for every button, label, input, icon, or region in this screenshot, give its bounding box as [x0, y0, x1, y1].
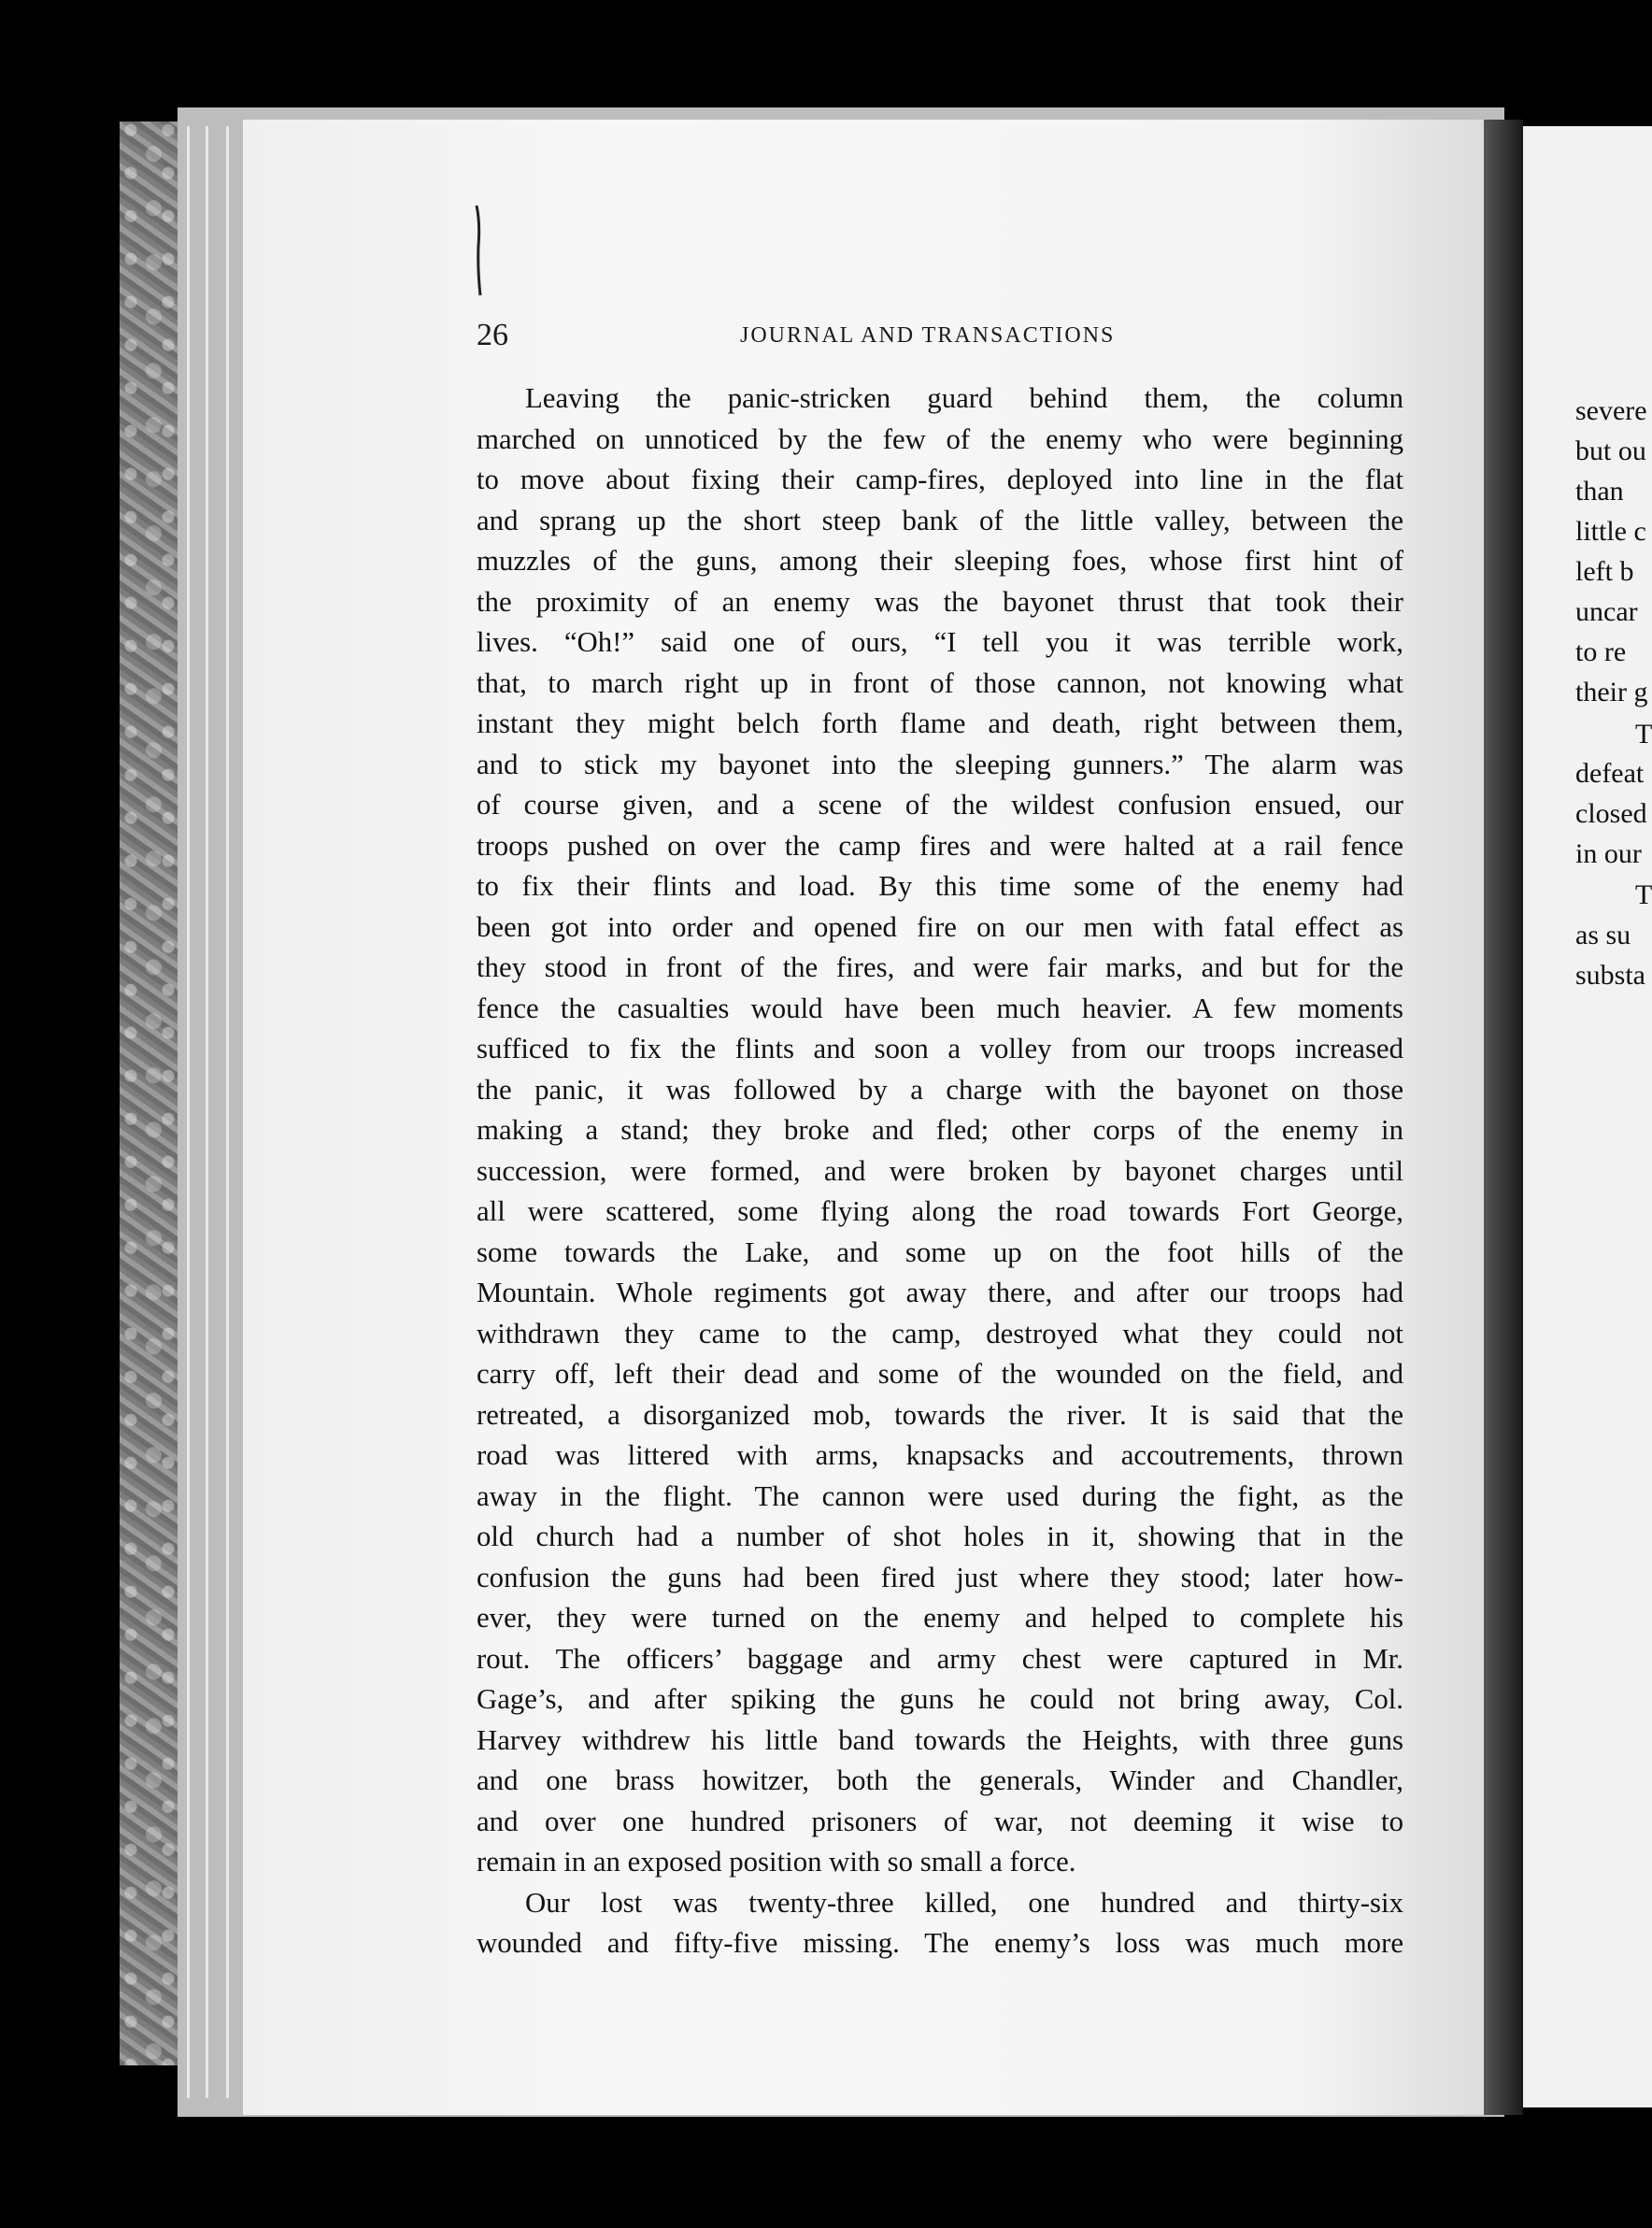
- next-page-line: but ou: [1575, 436, 1646, 466]
- next-page-line: than: [1575, 476, 1624, 507]
- text-line: that, to march right up in front of those cannon, not knowing what: [477, 666, 1403, 699]
- text-line: ever, they were turned on the enemy and helped to complete his: [477, 1602, 1403, 1634]
- text-line: sufficed to fix the flints and soon a volley from our troops increased: [477, 1033, 1403, 1064]
- next-page-line: closed: [1575, 798, 1647, 829]
- text-line: the proximity of an enemy was the bayonet thrust that took their: [477, 585, 1403, 618]
- text-line: Gage’s, and after spiking the guns he could not bring away, Col.: [477, 1683, 1403, 1715]
- text-line: wounded and fifty-five missing. The enemy’s loss was much more: [477, 1927, 1403, 1959]
- text-line: troops pushed on over the camp fires and were halted at a rail fence: [477, 829, 1403, 862]
- text-line: rout. The officers’ baggage and army chest were captured in Mr.: [477, 1642, 1403, 1675]
- text-line: Our lost was twenty-three killed, one hundred and thirty-six: [525, 1886, 1403, 1919]
- text-line: making a stand; they broke and fled; other corps of the enemy in: [477, 1114, 1403, 1146]
- text-line: to fix their flints and load. By this time some of the enemy had: [477, 870, 1403, 902]
- next-page-line: severe: [1575, 395, 1647, 426]
- next-page-line: in our: [1575, 838, 1642, 869]
- text-line: and to stick my bayonet into the sleeping gunners.” The alarm was: [477, 748, 1403, 780]
- text-line: old church had a number of shot holes in it, showing that in the: [477, 1521, 1403, 1552]
- text-line: some towards the Lake, and some up on the foot hills of the: [477, 1235, 1403, 1268]
- next-page-line: left b: [1575, 556, 1634, 587]
- text-line: Leaving the panic-stricken guard behind them, the column: [525, 382, 1403, 414]
- text-line: instant they might belch forth flame and death, right between them,: [477, 707, 1403, 739]
- next-page-line: little c: [1575, 516, 1646, 547]
- text-line: they stood in front of the fires, and were fair marks, and but for the: [477, 951, 1403, 983]
- page-number: 26: [477, 318, 508, 352]
- next-page-line: as su: [1575, 920, 1631, 950]
- text-line: lives. “Oh!” said one of ours, “I tell you it was terrible work,: [477, 626, 1403, 658]
- text-line: remain in an exposed position with so small a force.: [477, 1846, 1076, 1878]
- text-line: confusion the guns had been fired just where they stood; later how-: [477, 1561, 1403, 1593]
- text-line: road was littered with arms, knapsacks and accoutrements, thrown: [477, 1439, 1403, 1471]
- text-line: away in the flight. The cannon were used during the fight, as the: [477, 1479, 1403, 1512]
- next-page-line: T: [1635, 879, 1652, 910]
- pen-mark: [475, 204, 482, 297]
- text-line: retreated, a disorganized mob, towards the river. It is said that the: [477, 1398, 1403, 1431]
- page-header: [477, 318, 1411, 355]
- next-page-line: to re: [1575, 636, 1627, 667]
- right-page-fragment: [1523, 126, 1652, 2107]
- text-line: of course given, and a scene of the wildest confusion ensued, our: [477, 789, 1403, 821]
- text-line: Harvey withdrew his little band towards the Heights, with three guns: [477, 1723, 1403, 1756]
- text-line: and over one hundred prisoners of war, not deeming it wise to: [477, 1805, 1403, 1837]
- text-line: muzzles of the guns, among their sleeping foes, whose first hint of: [477, 545, 1403, 577]
- text-line: withdrawn they came to the camp, destroyed what they could not: [477, 1317, 1403, 1350]
- text-line: the panic, it was followed by a charge with the bayonet on those: [477, 1073, 1403, 1106]
- text-line: succession, were formed, and were broken by bayonet charges until: [477, 1154, 1403, 1187]
- text-line: and one brass howitzer, both the generals, Winder and Chandler,: [477, 1764, 1403, 1796]
- text-line: marched on unnoticed by the few of the enemy who were beginning: [477, 422, 1403, 455]
- text-line: all were scattered, some flying along the road towards Fort George,: [477, 1195, 1403, 1227]
- book-gutter: [1484, 120, 1523, 2115]
- text-line: fence the casualties would have been much heavier. A few moments: [477, 992, 1403, 1024]
- running-head: JOURNAL AND TRANSACTIONS: [740, 323, 1116, 348]
- next-page-line: substa: [1575, 960, 1645, 991]
- next-page-line: their g: [1575, 677, 1648, 707]
- text-line: and sprang up the short steep bank of the little valley, between the: [477, 504, 1403, 536]
- text-line: carry off, left their dead and some of the wounded on the field, and: [477, 1358, 1403, 1390]
- text-line: to move about fixing their camp-fires, deployed into line in the flat: [477, 464, 1403, 495]
- next-page-line: T: [1635, 719, 1652, 750]
- text-line: been got into order and opened fire on our men with fatal effect as: [477, 910, 1403, 943]
- text-line: Mountain. Whole regiments got away there, and after our troops had: [477, 1277, 1403, 1308]
- next-page-line: uncar: [1575, 596, 1638, 627]
- body-text: [477, 378, 1403, 1964]
- next-page-line: defeat: [1575, 758, 1645, 789]
